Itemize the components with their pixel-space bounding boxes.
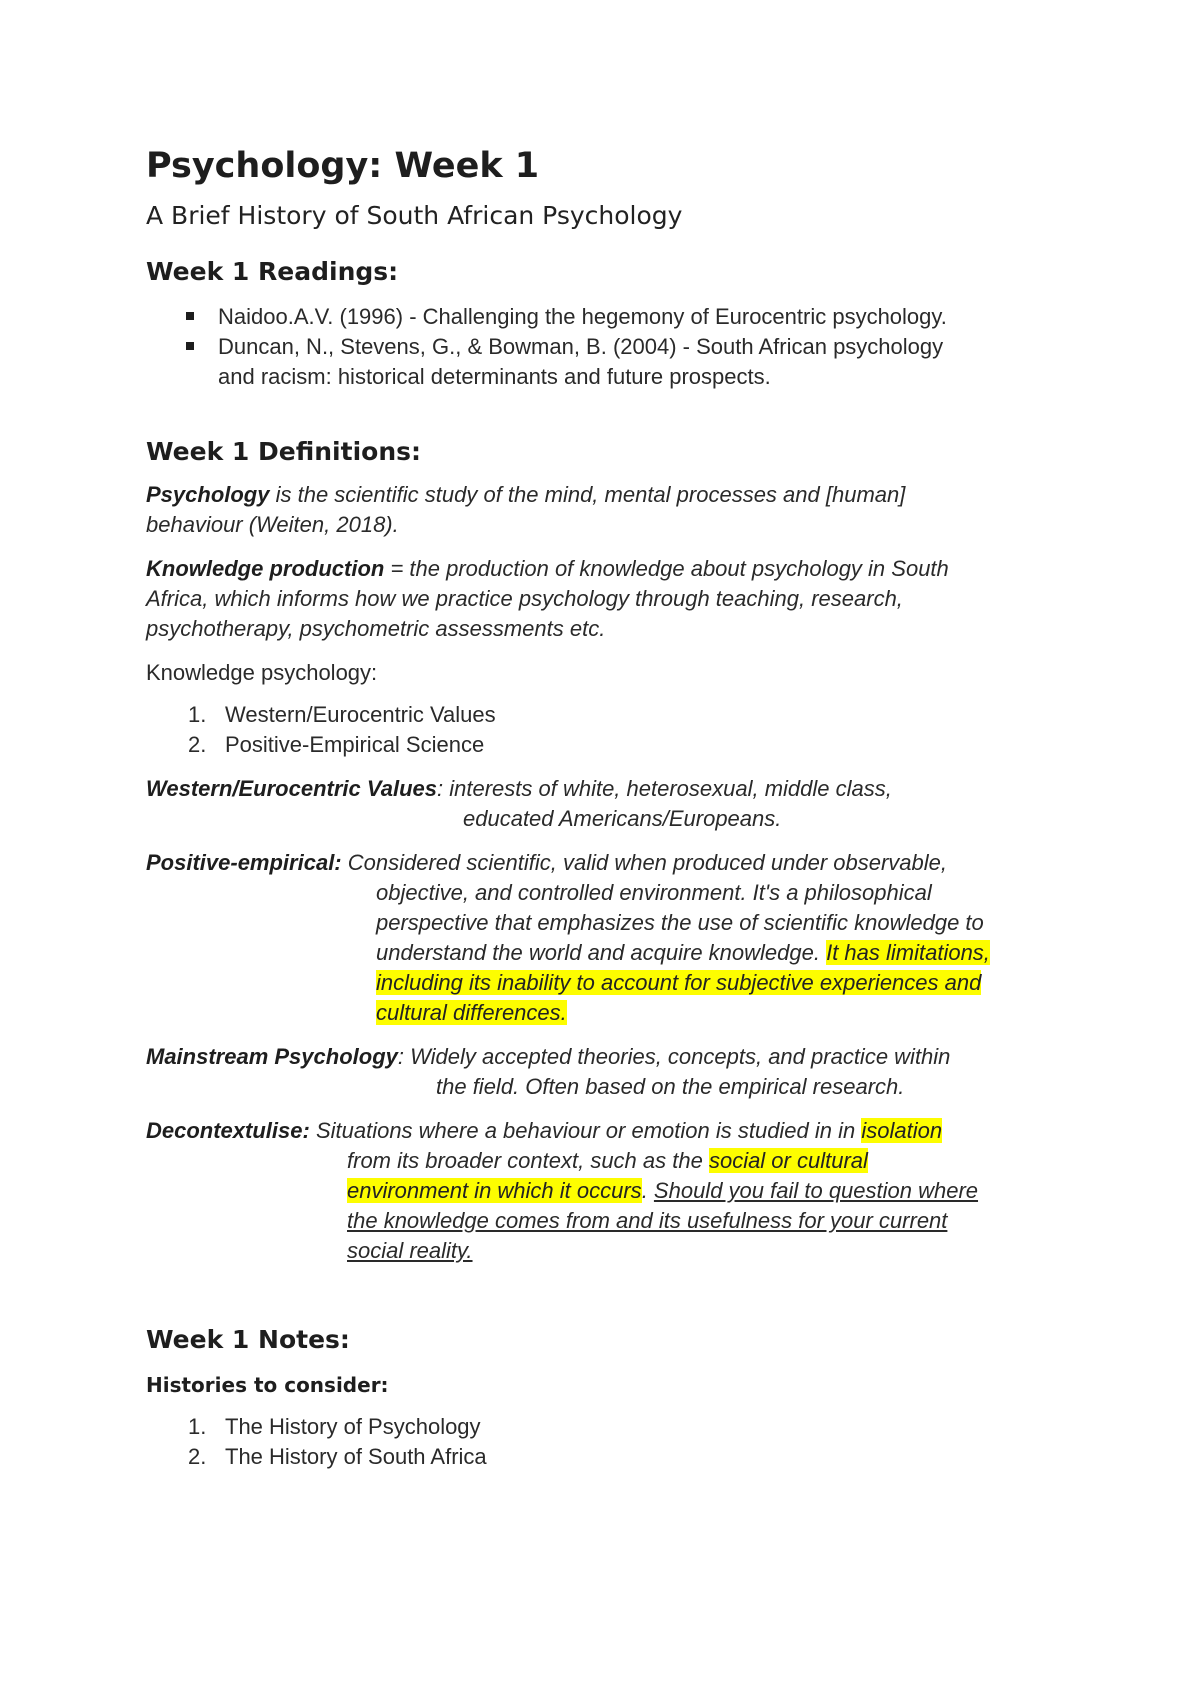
definition-positive-empirical (146, 848, 1066, 1028)
definition-text: Africa, which informs how we practice psychology through teaching, research, (146, 586, 903, 611)
definitions-heading: Week 1 Definitions: (146, 437, 421, 466)
readings-list (146, 302, 1066, 392)
histories-list (146, 1412, 1066, 1472)
knowledge-psychology-label: Knowledge psychology: (146, 660, 378, 685)
definition-text: from its broader context, such as the (347, 1148, 709, 1173)
list-item (146, 700, 1066, 730)
highlighted-text: isolation (861, 1118, 943, 1143)
definition-text: . (641, 1178, 654, 1203)
square-bullet-icon (186, 312, 194, 320)
square-bullet-icon (186, 342, 194, 350)
definition-text: = the production of knowledge about psychology in South (384, 556, 949, 581)
definition-term: Positive-empirical: (146, 850, 342, 875)
reading-text-continued: and racism: historical determinants and future prospects. (218, 364, 771, 389)
highlighted-text: environment in which it occurs (347, 1178, 642, 1203)
definition-text: the field. Often based on the empirical research. (436, 1074, 905, 1099)
definition-text: psychotherapy, psychometric assessments etc. (146, 616, 606, 641)
definition-western (146, 774, 1066, 834)
definition-text: behaviour (Weiten, 2018). (146, 512, 399, 537)
list-item (146, 1412, 1066, 1442)
definition-text: : interests of white, heterosexual, middle class, (437, 776, 892, 801)
definition-text: educated Americans/Europeans. (463, 806, 782, 831)
underlined-text: social reality. (347, 1238, 473, 1263)
list-text: The History of South Africa (225, 1444, 487, 1469)
definition-text: : Widely accepted theories, concepts, and practice within (397, 1044, 951, 1069)
definition-text: objective, and controlled environment. It's a philosophical (376, 880, 932, 905)
reading-item (146, 332, 1066, 392)
list-text: Positive-Empirical Science (225, 732, 485, 757)
list-number: 1. (188, 702, 207, 727)
definition-decontextulise (146, 1116, 1066, 1266)
underlined-text: Should you fail to question where (653, 1178, 979, 1203)
definition-text: understand the world and acquire knowledge. (376, 940, 827, 965)
definition-text: Situations where a behaviour or emotion is studied in in (309, 1118, 862, 1143)
definition-mainstream (146, 1042, 1066, 1102)
highlighted-text: cultural differences. (376, 1000, 567, 1025)
page-subtitle: A Brief History of South African Psychology (146, 201, 683, 230)
notes-heading: Week 1 Notes: (146, 1325, 350, 1354)
definition-term: Psychology (146, 482, 270, 507)
list-item (146, 1442, 1066, 1472)
underlined-text: the knowledge comes from and its usefulness for your current (347, 1208, 948, 1233)
readings-heading: Week 1 Readings: (146, 257, 399, 286)
reading-text: Duncan, N., Stevens, G., & Bowman, B. (2004) - South African psychology (218, 334, 944, 359)
highlighted-text: It has limitations, (826, 940, 990, 965)
definition-term: Mainstream Psychology (146, 1044, 398, 1069)
list-item (146, 730, 1066, 760)
list-number: 2. (188, 1444, 207, 1469)
page-title: Psychology: Week 1 (146, 146, 540, 186)
list-text: Western/Eurocentric Values (225, 702, 496, 727)
list-text: The History of Psychology (225, 1414, 481, 1439)
list-number: 2. (188, 732, 207, 757)
highlighted-text: including its inability to account for subjective experiences and (376, 970, 982, 995)
reading-item (146, 302, 1066, 332)
knowledge-psychology-list (146, 700, 1066, 760)
definition-text: perspective that emphasizes the use of scientific knowledge to (376, 910, 984, 935)
highlighted-text: social or cultural (708, 1148, 868, 1173)
notes-subheading: Histories to consider: (146, 1373, 389, 1397)
definition-psychology (146, 480, 1066, 540)
definition-term: Decontextulise: (146, 1118, 310, 1143)
reading-text: Naidoo.A.V. (1996) - Challenging the hegemony of Eurocentric psychology. (218, 304, 947, 329)
definition-text: Considered scientific, valid when produced under observable, (341, 850, 947, 875)
document-content (146, 140, 1066, 1472)
definition-term: Western/Eurocentric Values (146, 776, 437, 801)
definition-term: Knowledge production (146, 556, 385, 581)
definition-text: is the scientific study of the mind, mental processes and [human] (269, 482, 906, 507)
definition-knowledge-production (146, 554, 1066, 644)
list-number: 1. (188, 1414, 207, 1439)
